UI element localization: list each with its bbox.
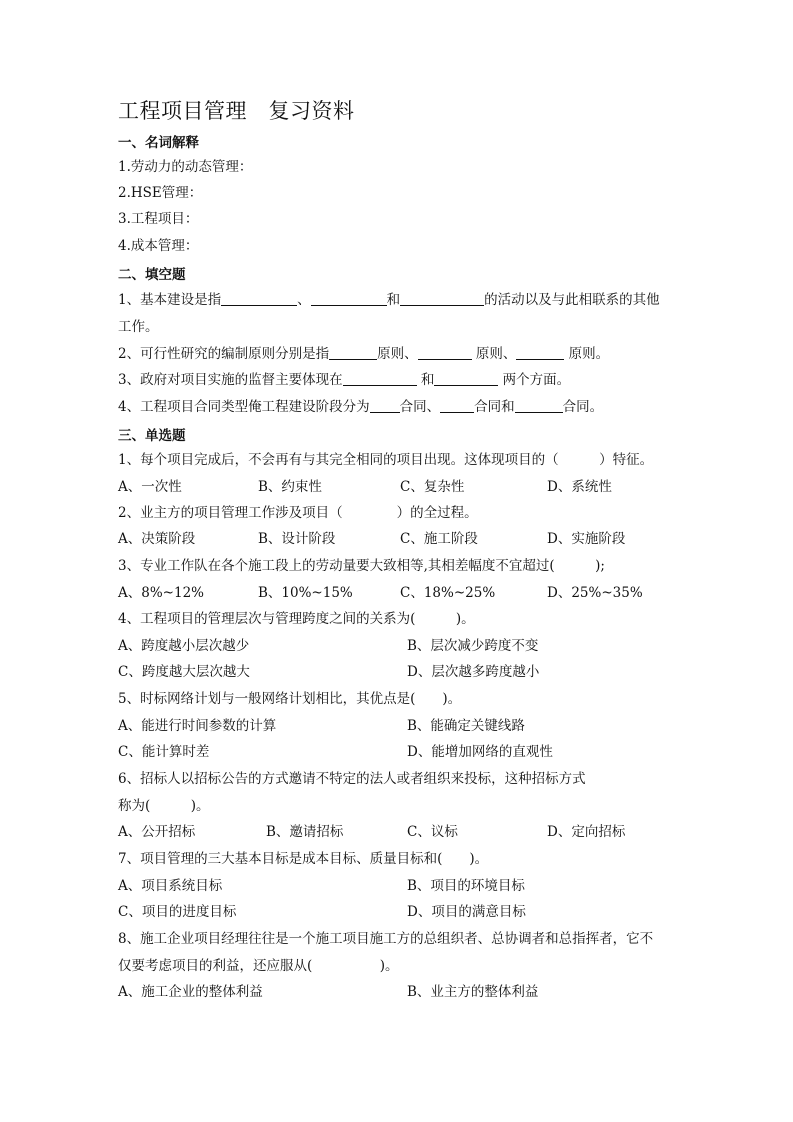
section-heading-terms: 一、名词解释 [118,135,199,151]
choice-option: A、能进行时间参数的计算 [118,718,277,734]
choice-option: B、10%~15% [258,585,353,601]
choice-option: B、项目的环境目标 [407,878,525,894]
fill-question: 3、政府对项目实施的监督主要体现在 和 两个方面。 [118,372,571,388]
term-item: 3.工程项目： [118,211,199,227]
answer-blank [515,398,563,413]
choice-question-cont: 称为( )。 [118,798,210,814]
choice-option: B、层次减少跨度不变 [407,638,539,654]
choice-option: B、约束性 [258,479,322,495]
choice-option: D、能增加网络的直观性 [407,744,553,760]
choice-question: 3、专业工作队在各个施工段上的劳动量要大致相等,其相差幅度不宜超过( ); [118,558,605,574]
section-heading-fill: 二、填空题 [118,267,186,283]
choice-option: B、能确定关键线路 [407,718,525,734]
choice-option: C、施工阶段 [400,531,478,547]
choice-option: D、项目的满意目标 [407,904,526,920]
choice-option: B、邀请招标 [266,824,344,840]
document-title: 工程项目管理 复习资料 [118,99,355,123]
choice-option: C、议标 [407,824,458,840]
choice-option: C、18%~25% [400,585,496,601]
fill-question: 2、可行性研究的编制原则分别是指 原则、 原则、 原则。 [118,346,610,362]
choice-option: A、跨度越小层次越少 [118,638,250,654]
choice-option: D、25%~35% [547,585,643,601]
choice-option: C、跨度越大层次越大 [118,664,250,680]
answer-blank [516,345,564,360]
fill-question: 1、基本建设是指 、 和 的活动以及与此相联系的其他 [118,292,660,308]
choice-option: A、公开招标 [118,824,196,840]
choice-option: B、业主方的整体利益 [407,984,539,1000]
choice-option: D、实施阶段 [547,531,626,547]
choice-option: A、项目系统目标 [118,878,223,894]
answer-blank [370,398,400,413]
choice-option: A、8%~12% [118,585,204,601]
choice-option: C、复杂性 [400,479,465,495]
fill-question-cont: 工作。 [118,319,159,335]
answer-blank [343,371,417,386]
choice-question: 4、工程项目的管理层次与管理跨度之间的关系为( )。 [118,611,475,627]
choice-question: 8、施工企业项目经理往往是一个施工项目施工方的总组织者、总协调者和总指挥者，它不 [118,931,654,947]
answer-blank [434,371,498,386]
choice-question-cont: 仅要考虑项目的利益，还应服从( )。 [118,958,399,974]
section-heading-choice: 三、单选题 [118,428,186,444]
answer-blank [418,345,472,360]
choice-question: 2、业主方的项目管理工作涉及项目（ ）的全过程。 [118,505,478,521]
choice-option: C、项目的进度目标 [118,904,237,920]
term-item: 2.HSE管理： [118,185,203,201]
answer-blank [329,345,377,360]
choice-question: 5、时标网络计划与一般网络计划相比，其优点是( )。 [118,691,462,707]
term-item: 1.劳动力的动态管理： [118,159,253,175]
answer-blank [400,291,484,306]
choice-option: A、决策阶段 [118,531,196,547]
choice-question: 6、招标人以招标公告的方式邀请不特定的法人或者组织来投标，这种招标方式 [118,771,586,787]
choice-option: B、设计阶段 [258,531,336,547]
choice-option: C、能计算时差 [118,744,210,760]
answer-blank [221,291,297,306]
choice-option: A、施工企业的整体利益 [118,984,263,1000]
term-item: 4.成本管理： [118,238,199,254]
answer-blank [440,398,474,413]
choice-option: D、定向招标 [547,824,626,840]
choice-option: D、层次越多跨度越小 [407,664,540,680]
answer-blank [311,291,387,306]
choice-question: 1、每个项目完成后，不会再有与其完全相同的项目出现。这体现项目的（ ）特征。 [118,452,654,468]
choice-option: A、一次性 [118,479,182,495]
fill-question: 4、工程项目合同类型俺工程建设阶段分为 合同、 合同和 合同。 [118,399,604,415]
choice-option: D、系统性 [547,479,612,495]
choice-question: 7、项目管理的三大基本目标是成本目标、质量目标和( )。 [118,851,489,867]
